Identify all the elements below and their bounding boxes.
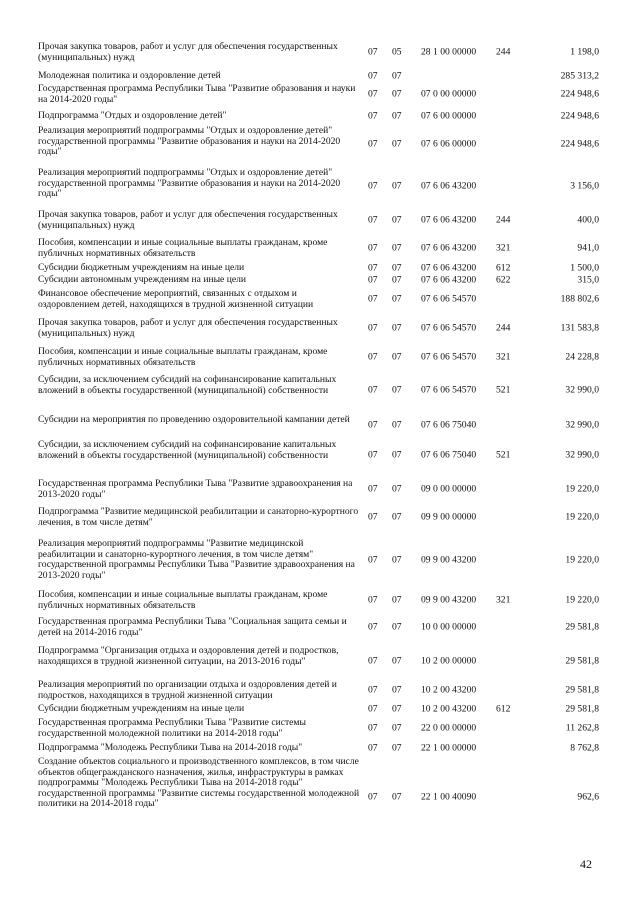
target-article-code: 07 0 00 00000 xyxy=(421,88,477,100)
section-code: 07 xyxy=(368,138,378,150)
target-article-code: 22 1 00 40090 xyxy=(421,791,477,803)
table-row xyxy=(0,168,640,206)
row-name: Прочая закупка товаров, работ и услуг для обеспечения государственных (муниципальных) нужд xyxy=(38,317,338,339)
amount: 941,0 xyxy=(577,242,599,254)
target-article-code: 22 1 00 00000 xyxy=(421,742,477,754)
table-row xyxy=(0,743,640,755)
subsection-code: 07 xyxy=(392,655,402,667)
amount: 188 802,6 xyxy=(560,293,599,305)
row-name: Пособия, компенсации и иные социальные выплаты гражданам, кроме публичных нормативных обязательств xyxy=(38,346,328,368)
subsection-code: 07 xyxy=(392,88,402,100)
target-article-code: 07 6 06 54570 xyxy=(421,384,477,396)
row-name: Государственная программа Республики Тыва "Развитие здравоохранения на 2013-2020 годы" xyxy=(38,478,353,500)
table-row xyxy=(0,238,640,260)
target-article-code: 07 6 06 43200 xyxy=(421,262,477,274)
table-row xyxy=(0,375,640,407)
target-article-code: 07 6 06 75040 xyxy=(421,419,477,431)
section-code: 07 xyxy=(368,722,378,734)
table-row xyxy=(0,42,640,64)
amount: 19 220,0 xyxy=(565,554,599,566)
row-name: Реализация мероприятий подпрограммы "Развитие медицинской реабилитации и санаторно-курортного лечения, в том числе детям" государственной программы Республики Тыва "Развитие здравоохранения на 2013-2020 годы" xyxy=(38,538,355,581)
table-row xyxy=(0,126,640,164)
section-code: 07 xyxy=(368,742,378,754)
row-name: Субсидии бюджетным учреждениям на иные цели xyxy=(38,703,245,714)
subsection-code: 07 xyxy=(392,594,402,606)
row-name: Создание объектов социального и производственного комплексов, в том числе объектов общегражданского назначения, жилья, инфраструктуры в рамках подпрограммы "Молодежь Республики Тыва на 2014-2018 годы" государственной программы "Развитие системы государственной молодежной политики на 2014-2018 годы" xyxy=(38,756,360,810)
table-row xyxy=(0,680,640,702)
amount: 32 990,0 xyxy=(565,384,599,396)
section-code: 07 xyxy=(368,351,378,363)
section-code: 07 xyxy=(368,511,378,523)
expense-type-code: 612 xyxy=(496,262,511,274)
section-code: 07 xyxy=(368,449,378,461)
section-code: 07 xyxy=(368,791,378,803)
subsection-code: 07 xyxy=(392,684,402,696)
target-article-code: 07 6 06 43200 xyxy=(421,242,477,254)
target-article-code: 10 2 00 43200 xyxy=(421,684,477,696)
section-code: 07 xyxy=(368,594,378,606)
table-row xyxy=(0,289,640,311)
table-row xyxy=(0,617,640,639)
amount: 32 990,0 xyxy=(565,419,599,431)
amount: 3 156,0 xyxy=(570,180,599,192)
target-article-code: 07 6 06 75040 xyxy=(421,449,477,461)
row-name: Подпрограмма "Отдых и оздоровление детей" xyxy=(38,110,227,121)
amount: 962,6 xyxy=(577,791,599,803)
target-article-code: 07 6 06 54570 xyxy=(421,293,477,305)
table-row xyxy=(0,275,640,286)
target-article-code: 10 2 00 43200 xyxy=(421,703,477,715)
amount: 32 990,0 xyxy=(565,449,599,461)
section-code: 07 xyxy=(368,274,378,286)
table-row xyxy=(0,347,640,369)
expense-type-code: 321 xyxy=(496,242,511,254)
subsection-code: 05 xyxy=(392,46,402,58)
table-row xyxy=(0,71,640,83)
subsection-code: 07 xyxy=(392,791,402,803)
subsection-code: 07 xyxy=(392,138,402,150)
amount: 315,0 xyxy=(577,274,599,286)
section-code: 07 xyxy=(368,70,378,82)
table-row xyxy=(0,539,640,583)
row-name: Реализация мероприятий подпрограммы "Отдых и оздоровление детей" государственной программы "Развитие образования и науки на 2014-2020 годы" xyxy=(38,125,341,158)
subsection-code: 07 xyxy=(392,322,402,334)
amount: 224 948,6 xyxy=(560,110,599,122)
row-name: Реализация мероприятий по организации отдыха и оздоровления детей и подростков, находящихся в трудной жизненной ситуации xyxy=(38,679,337,701)
expense-type-code: 612 xyxy=(496,703,511,715)
subsection-code: 07 xyxy=(392,274,402,286)
expense-type-code: 244 xyxy=(496,322,511,334)
amount: 24 228,8 xyxy=(565,351,599,363)
amount: 1 500,0 xyxy=(570,262,599,274)
subsection-code: 07 xyxy=(392,214,402,226)
section-code: 07 xyxy=(368,684,378,696)
amount: 285 313,2 xyxy=(560,70,599,82)
page-number: 42 xyxy=(580,857,592,871)
amount: 224 948,6 xyxy=(560,138,599,150)
subsection-code: 07 xyxy=(392,703,402,715)
row-name: Финансовое обеспечение мероприятий, связанных с отдыхом и оздоровлением детей, находящихся в трудной жизненной ситуации xyxy=(38,288,314,310)
amount: 400,0 xyxy=(577,214,599,226)
amount: 19 220,0 xyxy=(565,511,599,523)
target-article-code: 22 0 00 00000 xyxy=(421,722,477,734)
section-code: 07 xyxy=(368,621,378,633)
row-name: Подпрограмма "Организация отдыха и оздоровления детей и подростков, находящихся в трудной жизненной ситуации, на 2013-2016 годы" xyxy=(38,645,339,667)
row-name: Субсидии бюджетным учреждениям на иные цели xyxy=(38,262,245,273)
amount: 29 581,8 xyxy=(565,655,599,667)
target-article-code: 07 6 06 43200 xyxy=(421,274,477,286)
subsection-code: 07 xyxy=(392,180,402,192)
row-name: Реализация мероприятий подпрограммы "Отдых и оздоровление детей" государственной программы "Развитие образования и науки на 2014-2020 годы" xyxy=(38,167,341,200)
subsection-code: 07 xyxy=(392,70,402,82)
subsection-code: 07 xyxy=(392,621,402,633)
target-article-code: 07 6 06 54570 xyxy=(421,322,477,334)
target-article-code: 07 6 06 43200 xyxy=(421,180,477,192)
target-article-code: 09 9 00 43200 xyxy=(421,554,477,566)
expense-type-code: 321 xyxy=(496,351,511,363)
section-code: 07 xyxy=(368,214,378,226)
target-article-code: 10 0 00 00000 xyxy=(421,621,477,633)
amount: 11 262,8 xyxy=(565,722,599,734)
subsection-code: 07 xyxy=(392,742,402,754)
target-article-code: 07 6 06 54570 xyxy=(421,351,477,363)
row-name: Прочая закупка товаров, работ и услуг для обеспечения государственных (муниципальных) нужд xyxy=(38,41,338,63)
row-name: Субсидии автономным учреждениям на иные цели xyxy=(38,274,247,285)
subsection-code: 07 xyxy=(392,722,402,734)
amount: 19 220,0 xyxy=(565,594,599,606)
section-code: 07 xyxy=(368,419,378,431)
table-row xyxy=(0,479,640,501)
subsection-code: 07 xyxy=(392,384,402,396)
row-name: Субсидии на мероприятия по проведению оздоровительной кампании детей xyxy=(38,414,350,425)
table-row xyxy=(0,507,640,529)
target-article-code: 07 6 06 00000 xyxy=(421,138,477,150)
row-name: Молодежная политика и оздоровление детей xyxy=(38,70,221,81)
amount: 29 581,8 xyxy=(565,684,599,696)
section-code: 07 xyxy=(368,262,378,274)
expense-type-code: 521 xyxy=(496,384,511,396)
row-name: Государственная программа Республики Тыва "Развитие системы государственной молодежной политики на 2014-2018 годы" xyxy=(38,717,306,739)
subsection-code: 07 xyxy=(392,511,402,523)
subsection-code: 07 xyxy=(392,419,402,431)
row-name: Субсидии, за исключением субсидий на софинансирование капитальных вложений в объекты государственной (муниципальной) собственности xyxy=(38,374,337,396)
amount: 131 583,8 xyxy=(560,322,599,334)
section-code: 07 xyxy=(368,703,378,715)
section-code: 07 xyxy=(368,110,378,122)
row-name: Прочая закупка товаров, работ и услуг для обеспечения государственных (муниципальных) нужд xyxy=(38,209,338,231)
subsection-code: 07 xyxy=(392,110,402,122)
target-article-code: 07 6 06 43200 xyxy=(421,214,477,226)
expense-type-code: 622 xyxy=(496,274,511,286)
table-row xyxy=(0,111,640,123)
target-article-code: 10 2 00 00000 xyxy=(421,655,477,667)
section-code: 07 xyxy=(368,180,378,192)
subsection-code: 07 xyxy=(392,242,402,254)
table-row xyxy=(0,646,640,678)
row-name: Государственная программа Республики Тыва "Социальная защита семьи и детей на 2014-2016 годы" xyxy=(38,616,347,638)
expense-type-code: 521 xyxy=(496,449,511,461)
row-name: Пособия, компенсации и иные социальные выплаты гражданам, кроме публичных нормативных обязательств xyxy=(38,237,328,259)
target-article-code: 09 9 00 43200 xyxy=(421,594,477,606)
row-name: Государственная программа Республики Тыва "Развитие образования и науки на 2014-2020 годы" xyxy=(38,83,356,105)
amount: 8 762,8 xyxy=(570,742,599,754)
table-row xyxy=(0,718,640,740)
section-code: 07 xyxy=(368,384,378,396)
section-code: 07 xyxy=(368,242,378,254)
subsection-code: 07 xyxy=(392,262,402,274)
subsection-code: 07 xyxy=(392,554,402,566)
row-name: Подпрограмма "Молодежь Республики Тыва на 2014-2018 годы" xyxy=(38,742,303,753)
target-article-code: 09 9 00 00000 xyxy=(421,511,477,523)
target-article-code: 09 0 00 00000 xyxy=(421,483,477,495)
target-article-code: 07 6 00 00000 xyxy=(421,110,477,122)
expense-type-code: 244 xyxy=(496,46,511,58)
section-code: 07 xyxy=(368,655,378,667)
section-code: 07 xyxy=(368,88,378,100)
amount: 224 948,6 xyxy=(560,88,599,100)
section-code: 07 xyxy=(368,293,378,305)
amount: 29 581,8 xyxy=(565,621,599,633)
table-row xyxy=(0,440,640,472)
table-row xyxy=(0,757,640,839)
table-row xyxy=(0,84,640,106)
row-name: Пособия, компенсации и иные социальные выплаты гражданам, кроме публичных нормативных обязательств xyxy=(38,589,328,611)
subsection-code: 07 xyxy=(392,293,402,305)
table-row xyxy=(0,263,640,274)
subsection-code: 07 xyxy=(392,449,402,461)
table-row xyxy=(0,704,640,716)
section-code: 07 xyxy=(368,554,378,566)
table-row xyxy=(0,210,640,232)
table-row xyxy=(0,415,640,437)
amount: 1 198,0 xyxy=(570,46,599,58)
table-row xyxy=(0,590,640,612)
row-name: Субсидии, за исключением субсидий на софинансирование капитальных вложений в объекты государственной (муниципальной) собственности xyxy=(38,439,337,461)
section-code: 07 xyxy=(368,483,378,495)
amount: 29 581,8 xyxy=(565,703,599,715)
subsection-code: 07 xyxy=(392,483,402,495)
expense-type-code: 244 xyxy=(496,214,511,226)
subsection-code: 07 xyxy=(392,351,402,363)
amount: 19 220,0 xyxy=(565,483,599,495)
expense-type-code: 321 xyxy=(496,594,511,606)
row-name: Подпрограмма "Развитие медицинской реабилитации и санаторно-курортного лечения, в том числе детям" xyxy=(38,506,359,528)
table-row xyxy=(0,318,640,340)
section-code: 07 xyxy=(368,322,378,334)
section-code: 07 xyxy=(368,46,378,58)
target-article-code: 28 1 00 00000 xyxy=(421,46,477,58)
